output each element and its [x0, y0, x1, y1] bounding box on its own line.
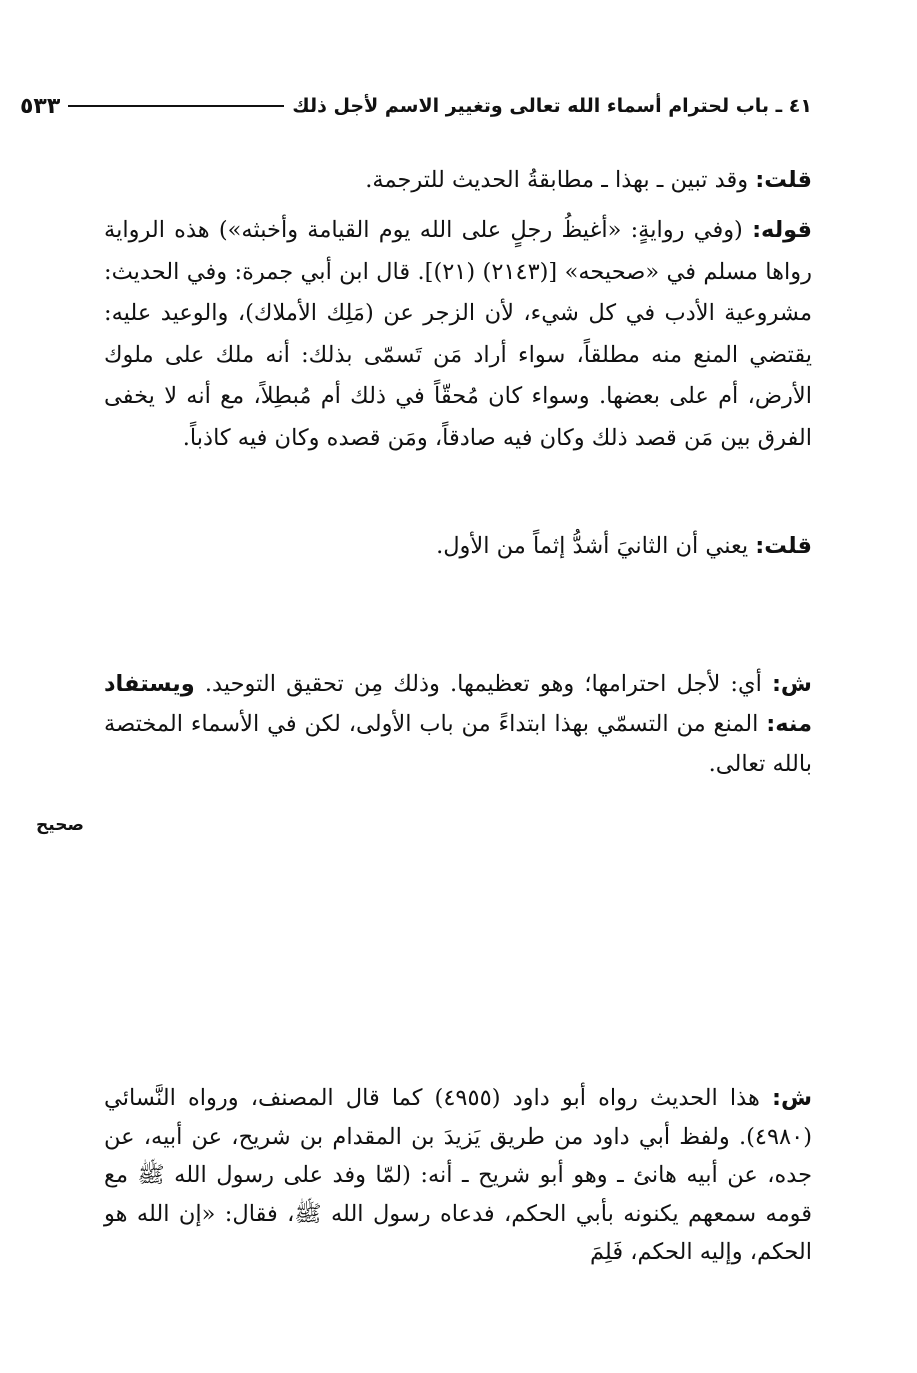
note-lead: قلت: [755, 167, 812, 193]
benefit-lead: ويستفاد منه: [104, 671, 813, 737]
explanation-text: هذا الحديث رواه أبو داود (٤٩٥٥) كما قال المصنف، ورواه النَّسائي (٤٩٨٠). ولفظ أبي داود من طريق يَزيدَ بن المقدام بن شريح، عن أبيه، عن جده، عن أبيه هانئ ـ وهو أبو شريح ـ أنه: (لمّا وفد على رسول الله ﷺ مع قومه سمعهم يكنونه بأبي الحكم، فدعاه رسول الله ﷺ، فقال: «إن الله هو الحكم، وإليه الحكم، فَلِمَ [104, 1085, 812, 1265]
note-text: وقد تبين ـ بهذا ـ مطابقةُ الحديث للترجمة. [365, 167, 749, 193]
note-lead: قلت: [755, 533, 812, 559]
explanation-lead: ش: [771, 671, 812, 697]
running-header [20, 86, 812, 126]
commentary-note-2 [104, 524, 812, 568]
explanation-paragraph-2 [104, 1079, 812, 1272]
header-rule [68, 105, 284, 107]
benefit-text: المنع من التسمّي بهذا ابتداءً من باب الأولى، لكن في الأسماء المختصة بالله تعالى. [104, 711, 812, 777]
explanation-paragraph-1 [104, 664, 812, 784]
explanation-text: أي: لأجل احترامها؛ وهو تعظيمها. وذلك مِن تحقيق التوحيد. [204, 671, 762, 697]
grading-note: صحيح [36, 815, 84, 835]
note-text: يعني أن الثانيَ أشدُّ إثماً من الأول. [436, 533, 749, 559]
paragraph-lead: قوله: [752, 217, 812, 243]
page-number: ٥٣٣ [20, 93, 61, 119]
explanation-lead: ش: [771, 1085, 812, 1111]
paragraph-text: (وفي روايةٍ: «أغيظُ رجلٍ على الله يوم القيامة وأخبثه») هذه الرواية رواها مسلم في «صحيحه» [(٢١٤٣) (٢١)]. قال ابن أبي جمرة: وفي الحديث: مشروعية الأدب في كل شيء، لأن الزجر عن (مَلِك الأملاك)، والوعيد عليه: يقتضي المنع منه مطلقاً، سواء أراد مَن تَسمّى بذلك: أنه ملك على ملوك الأرض، أم على بعضها. وسواء كان مُحقّاً في ذلك أم مُبطِلاً، مع أنه لا يخفى الفرق بين مَن قصد ذلك وكان فيه صادقاً، ومَن قصده وكان فيه كاذباً. [104, 217, 812, 451]
chapter-title: ٤١ ـ باب لحترام أسماء الله تعالى وتغيير الاسم لأجل ذلك [292, 95, 812, 117]
commentary-note-1 [104, 158, 812, 202]
commentary-paragraph [104, 210, 812, 459]
